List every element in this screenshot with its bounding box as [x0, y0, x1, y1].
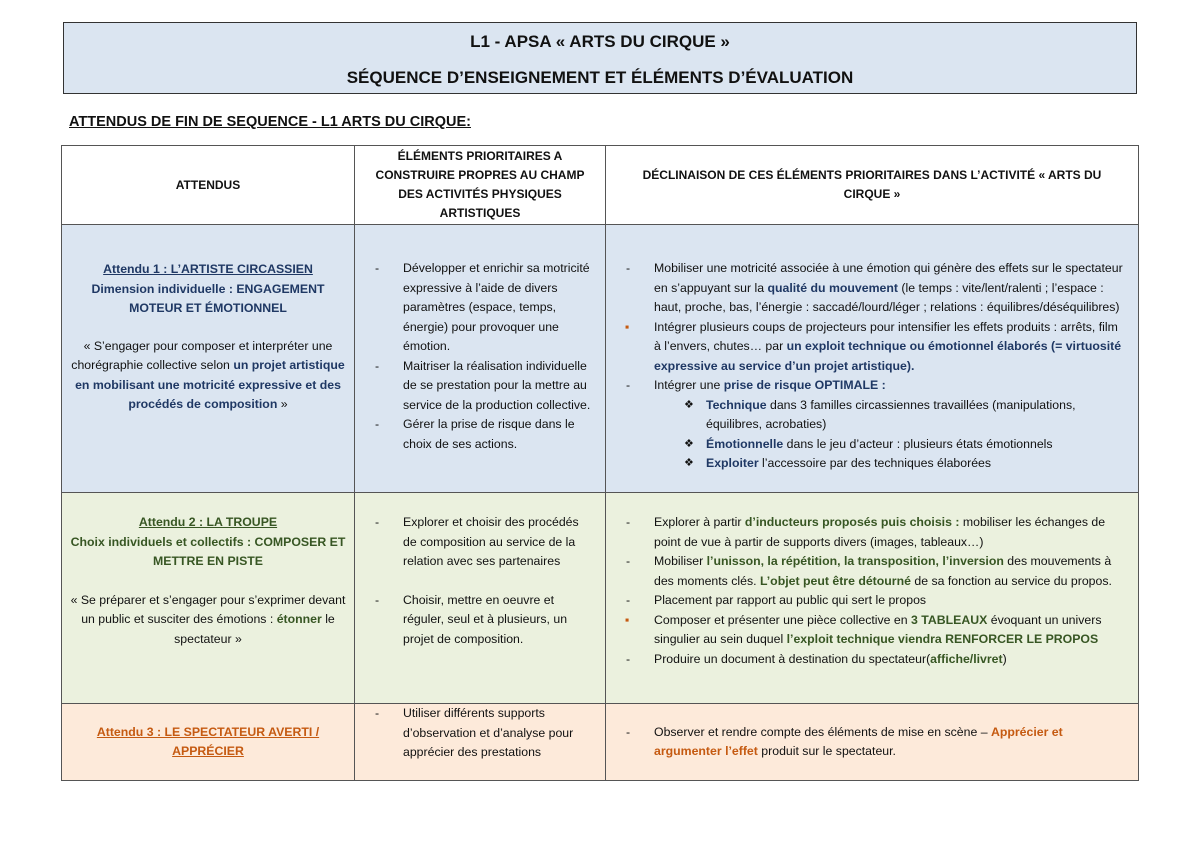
column-header-attendus: ATTENDUS [62, 146, 355, 225]
list-item: ▪ Composer et présenter une pièce collective en 3 TABLEAUX évoquant un univers singulier au sein duquel l’exploit technique viendra RENFORCER LE PROPOS [606, 611, 1126, 650]
declinaison-3-cell [606, 704, 1139, 781]
attendu-3-cell [62, 704, 355, 781]
attendu-2-title: Attendu 2 : LA TROUPE [138, 515, 278, 529]
list-item: ▪ Intégrer plusieurs coups de projecteurs pour intensifier les effets produits : arrêts, film à l’envers, chutes… par un exploit technique ou émotionnel élaborés (= virtuosité expressive au service d’un projet artistique). [606, 318, 1126, 377]
table-row-attendu-3 [62, 704, 1139, 781]
list-item: - Mobiliser l’unisson, la répétition, la transposition, l’inversion des mouvements à des moments clés. L’objet peut être détourné de sa fonction au service du propos. [606, 552, 1126, 591]
section-heading: ATTENDUS DE FIN DE SEQUENCE - L1 ARTS DU CIRQUE: [69, 114, 471, 130]
list-item: ❖ Émotionnelle dans le jeu d’acteur : plusieurs états émotionnels [654, 435, 1126, 455]
elements-3-cell [355, 704, 606, 781]
table-row-attendu-2 [62, 493, 1139, 704]
list-item: - Utiliser différents supports d’observation et d’analyse pour apprécier des prestations [355, 704, 595, 763]
elements-2-cell [355, 493, 606, 704]
attendu-1-cell [62, 225, 355, 493]
attendu-2-quote: « Se préparer et s’engager pour s’exprimer devant un public et susciter des émotions : étonner le spectateur » [70, 592, 346, 646]
list-item: ❖ Technique dans 3 familles circassiennes travaillées (manipulations, équilibres, acrobaties) [654, 396, 1126, 435]
list-item: ❖ Exploiter l’accessoire par des techniques élaborées [654, 454, 1126, 474]
list-item: - Développer et enrichir sa motricité expressive à l’aide de divers paramètres (espace, temps, énergie) pour provoquer une émotion. [355, 259, 595, 357]
attendu-1-title: Attendu 1 : L’ARTISTE CIRCASSIEN [103, 262, 313, 276]
column-header-elements: ÉLÉMENTS PRIORITAIRES A CONSTRUIRE PROPRES AU CHAMP DES ACTIVITÉS PHYSIQUES ARTISTIQUES [355, 146, 606, 225]
document-title: L1 - APSA « ARTS DU CIRQUE » [470, 32, 730, 51]
list-item: - Maitriser la réalisation individuelle de se prestation pour la mettre au service de la production collective. [355, 357, 595, 416]
attendu-2-dimension: Choix individuels et collectifs : COMPOSER ET METTRE EN PISTE [70, 534, 346, 568]
list-item: - Choisir, mettre en oeuvre et réguler, seul et à plusieurs, un projet de composition. [355, 591, 595, 650]
column-header-declinaison: DÉCLINAISON DE CES ÉLÉMENTS PRIORITAIRES DANS L’ACTIVITÉ « ARTS DU CIRQUE » [606, 146, 1139, 225]
document-subtitle: SÉQUENCE D’ENSEIGNEMENT ET ÉLÉMENTS D’ÉVALUATION [346, 68, 854, 87]
sequence-table [61, 145, 1139, 781]
list-item: - Mobiliser une motricité associée à une émotion qui génère des effets sur le spectateur en s’appuyant sur la qualité du mouvement (le temps : vite/lent/ralenti ; l’espace : haut, proche, bas, l’énergie : saccadé/lourd/léger ; relations : équilibres/déséquilibres) [606, 259, 1126, 318]
list-item: - Intégrer une prise de risque OPTIMALE : ❖ Technique dans 3 familles circassiennes travaillées (manipulations, équilibres, acrobaties) ❖ Émotionnelle dans le jeu d’acteur : plusieurs états émotionnels ❖ Exploiter l’accessoire par des techniques élaborées [606, 376, 1126, 474]
elements-1-cell [355, 225, 606, 493]
declinaison-1-cell [606, 225, 1139, 493]
declinaison-2-cell [606, 493, 1139, 704]
list-item: - Observer et rendre compte des éléments de mise en scène – Apprécier et argumenter l’effet produit sur le spectateur. [606, 723, 1126, 762]
attendu-3-title: Attendu 3 : LE SPECTATEUR AVERTI / APPRÉCIER [96, 724, 320, 758]
attendu-1-quote: « S’engager pour composer et interpréter une chorégraphie collective selon un projet artistique en mobilisant une motricité expressive et des procédés de composition » [71, 338, 345, 411]
attendu-2-cell [62, 493, 355, 704]
table-header-row [62, 146, 1139, 225]
list-item: - Placement par rapport au public qui sert le propos [606, 591, 1126, 611]
list-item: - Gérer la prise de risque dans le choix de ses actions. [355, 415, 595, 454]
attendu-1-dimension: Dimension individuelle : ENGAGEMENT MOTEUR ET ÉMOTIONNEL [91, 281, 325, 315]
document-header [63, 22, 1137, 94]
table-row-attendu-1 [62, 225, 1139, 493]
list-item: - Explorer et choisir des procédés de composition au service de la relation avec ses partenaires [355, 513, 595, 572]
list-item: - Explorer à partir d’inducteurs proposés puis choisis : mobiliser les échanges de point de vue à partir de supports divers (images, tableaux…) [606, 513, 1126, 552]
list-item: - Produire un document à destination du spectateur(affiche/livret) [606, 650, 1126, 670]
